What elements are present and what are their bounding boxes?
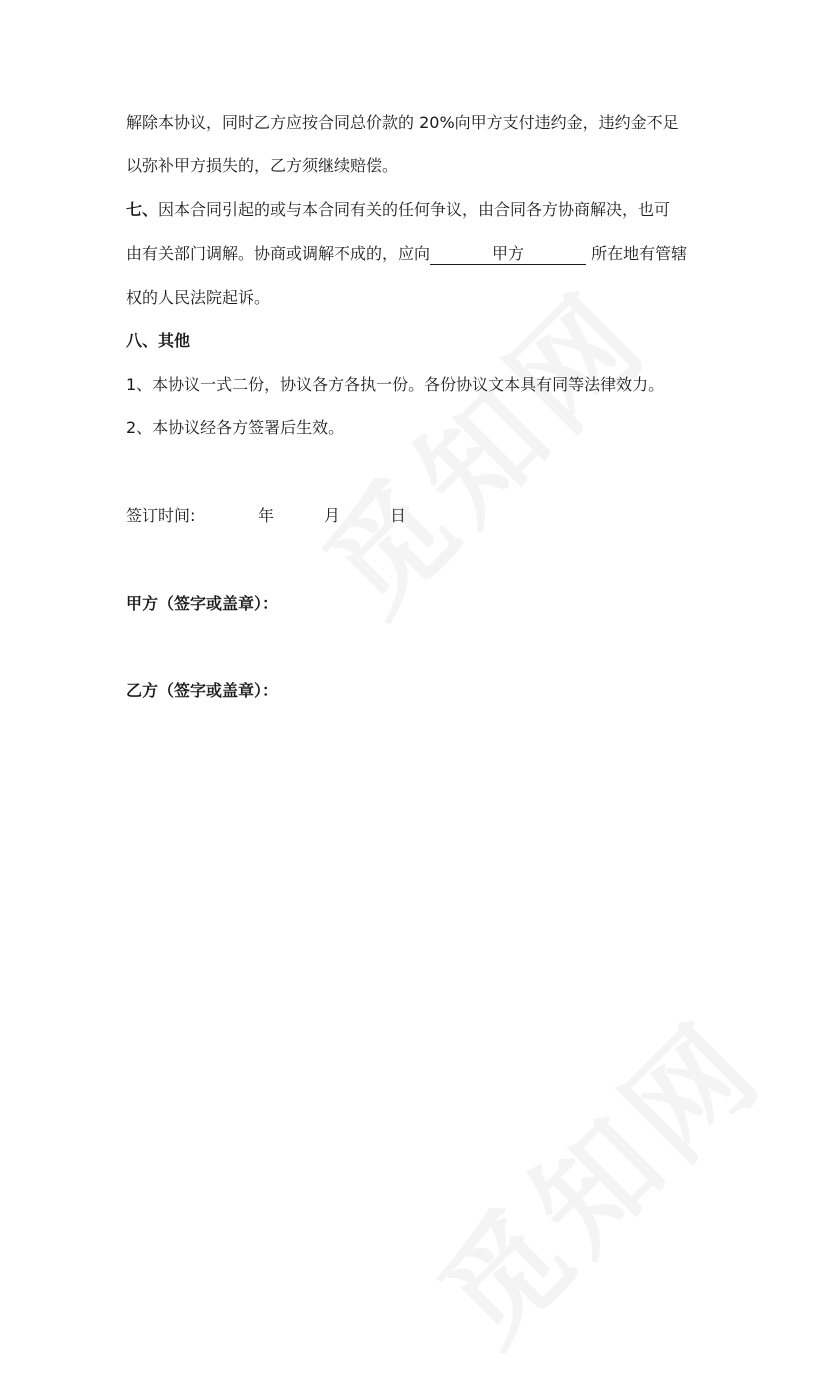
section-7-text: 所在地有管辖 xyxy=(586,244,688,263)
section-8-item: 1、本协议一式二份，协议各方各执一份。各份协议文本具有同等法律效力。 xyxy=(126,375,665,394)
watermark xyxy=(396,977,793,1374)
section-8-item: 2、本协议经各方签署后生效。 xyxy=(126,418,345,437)
section-7-line: 权的人民法院起诉。 xyxy=(126,288,271,307)
section-8-title: 八、其他 xyxy=(126,331,191,350)
party-a-signature: 甲方（签字或盖章）： xyxy=(126,594,279,613)
signing-date-year: 年 xyxy=(258,506,275,525)
signing-date-month: 月 xyxy=(324,506,341,525)
signing-date xyxy=(126,505,406,527)
section-7-text: 因本合同引起的或与本合同有关的任何争议，由合同各方协商解决，也可 xyxy=(158,200,671,219)
section-7-line xyxy=(126,199,670,221)
section-7-line xyxy=(126,243,687,265)
signing-date-day: 日 xyxy=(390,506,407,525)
party-b-signature: 乙方（签字或盖章）： xyxy=(126,681,279,700)
section-7-number: 七、 xyxy=(126,200,159,219)
section-7-text: 由有关部门调解。协商或调解不成的，应向 xyxy=(126,244,431,263)
paragraph-line: 以弥补甲方损失的，乙方须继续赔偿。 xyxy=(126,156,399,175)
watermark xyxy=(281,247,678,644)
paragraph-line: 解除本协议，同时乙方应按合同总价款的 20%向甲方支付违约金，违约金不足 xyxy=(126,113,679,132)
jurisdiction-party-field: 甲方 xyxy=(430,244,586,265)
signing-date-label: 签订时间: xyxy=(126,506,196,525)
